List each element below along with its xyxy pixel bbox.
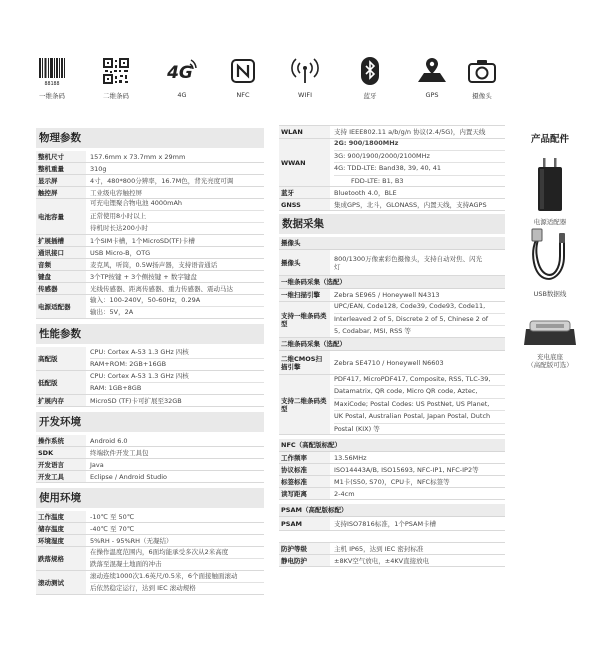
wifi-icon — [275, 55, 335, 87]
barcode-digits: 88188 — [44, 81, 60, 87]
table-row: 支持一维条码类型 UPC/EAN, Code128, Code39, Code93, Code11, Interleaved 2 of 5, Discrete 2 of 5, Chinese 2 of 5, Codabar, MSI, RSS 等 — [279, 302, 505, 338]
subsection-scan-2d: 二维条码采集（选配） — [279, 338, 505, 351]
table-row: 一维扫描引擎 Zebra SE965 / Honeywell N4313 — [279, 289, 505, 302]
power-adapter-icon — [530, 156, 570, 214]
bluetooth-icon — [340, 55, 400, 87]
table-row: 防护等级 主机 IP65，达到 IEC 密封标准 — [279, 543, 505, 555]
table-row: 滚动测试 滚动连续1000次1.6英尺/0.5米，6个面接触面滚动 后依然稳定运行，达到 IEC 滚动规格 — [36, 571, 264, 595]
feature-label: 一维条码 — [39, 92, 65, 100]
table-row: 通讯接口 USB Micro-B，OTG — [36, 247, 264, 259]
usb-cable-icon — [520, 226, 580, 286]
table-row: 整机尺寸 157.6mm x 73.7mm x 29mm — [36, 151, 264, 163]
barcode-1d-icon — [22, 55, 82, 87]
table-row: WWAN 2G: 900/1800MHz 3G: 900/1900/2000/2100MHz 4G: TDD-LTE: Band38, 39, 40, 41 FDD-LTE: B1, B3 — [279, 139, 505, 187]
feature-label: GPS — [425, 91, 439, 99]
feature-nfc — [213, 55, 273, 99]
feature-camera — [452, 55, 512, 100]
table-row: PSAM 支持ISO7816标准，1个PSAM卡槽 — [279, 517, 505, 531]
table-row: 二维CMOS扫描引擎 Zebra SE4710 / Honeywell N6603 — [279, 351, 505, 375]
table-row: 环境湿度 5%RH - 95%RH（无凝结） — [36, 535, 264, 547]
table-row: 整机重量 310g — [36, 163, 264, 175]
spacer-row — [279, 531, 505, 543]
table-row: 键盘 3个TP按键 + 3个侧按键 + 数字键盘 — [36, 271, 264, 283]
section-title-usage: 使用环境 — [36, 488, 264, 508]
table-row: 扩展内存 MicroSD (TF)卡可扩展至32GB — [36, 395, 264, 407]
section-title-capture: 数据采集 — [279, 214, 505, 234]
table-row: 传感器 光线传感器、距离传感器、重力传感器、震动马达 — [36, 283, 264, 295]
table-row: 蓝牙 Bluetooth 4.0，BLE — [279, 187, 505, 199]
svg-text:4G: 4G — [167, 63, 193, 83]
table-row: 工作频率 13.56MHz — [279, 452, 505, 464]
feature-bluetooth — [340, 55, 400, 100]
table-row: 开发工具 Eclipse / Android Studio — [36, 471, 264, 483]
table-row: 音频 麦克风，听筒，0.5W扬声器，支持语音通话 — [36, 259, 264, 271]
feature-icon-bar — [22, 55, 502, 103]
feature-4g — [152, 55, 212, 99]
table-row: 静电防护 ±8KV空气放电，±4KV直接放电 — [279, 555, 505, 567]
subsection-nfc: NFC（高配版标配） — [279, 439, 505, 452]
feature-label: 二维条码 — [103, 92, 129, 100]
middle-spec-column — [279, 125, 505, 567]
usage-table — [36, 511, 264, 595]
accessory-power-adapter: 电源适配器 — [515, 156, 585, 226]
table-row: 标签标准 M1卡(S50, S70)，CPU卡，NFC标签等 — [279, 476, 505, 488]
table-row: 触控屏 工业级电容触控屏 — [36, 187, 264, 199]
development-table — [36, 435, 264, 483]
table-row: 显示屏 4寸，480*800分辨率，16.7M色，背光亮度可调 — [36, 175, 264, 187]
feature-qr-code — [86, 55, 146, 100]
subsection-psam: PSAM（高配版标配） — [279, 504, 505, 517]
4g-icon — [152, 55, 212, 87]
feature-label: 摄像头 — [472, 92, 492, 100]
charging-dock-icon — [520, 315, 580, 349]
qr-code-icon — [86, 55, 146, 87]
feature-label: NFC — [236, 91, 250, 99]
table-row: 电池容量 可充电锂聚合物电池 4000mAh 正常使用8小时以上 待机时长达200小时 — [36, 199, 264, 235]
accessories-title: 产品配件 — [530, 134, 569, 145]
left-spec-column — [36, 125, 264, 595]
nfc-icon — [213, 55, 273, 87]
camera-icon — [452, 55, 512, 87]
protection-table — [279, 543, 505, 567]
accessory-usb-cable: USB数据线 — [515, 226, 585, 298]
feature-label: 蓝牙 — [363, 92, 377, 100]
table-row: 工作温度 -10℃ 至 50℃ — [36, 511, 264, 523]
table-row: GNSS 集成GPS，北斗，GLONASS，内置天线，支持AGPS — [279, 199, 505, 211]
table-row: 摄像头 800/1300万像素彩色摄像头，支持自动对焦、闪光 灯 — [279, 250, 505, 276]
table-row: 操作系统 Android 6.0 — [36, 435, 264, 447]
subsection-camera: 摄像头 — [279, 237, 505, 250]
table-row: SDK 终端软件开发工具包 — [36, 447, 264, 459]
accessory-charging-dock: 充电底座 （高配版可选） — [515, 315, 585, 369]
section-title-development: 开发环境 — [36, 412, 264, 432]
table-row: 跌落规格 在操作温度范围内，6面均能承受多次从2米高度 跌落至混凝土地面的冲击 — [36, 547, 264, 571]
table-row: 扩展插槽 1个SIM卡槽，1个MicroSD(TF)卡槽 — [36, 235, 264, 247]
table-row: 电源适配器 输入：100-240V，50-60Hz，0.29A 输出：5V，2A — [36, 295, 264, 319]
table-row: 支持二维条码类型 PDF417, MicroPDF417, Composite, RSS, TLC-39, Datamatrix, QR code, Micro QR code, Aztec, MaxiCode; Postal Codes: US PostNet, US Planet, UK Postal, Australian Postal, Japan Postal, Dutch Postal (KIX) 等 — [279, 375, 505, 435]
table-row: 读写距离 2-4cm — [279, 488, 505, 500]
section-title-physical: 物理参数 — [36, 128, 264, 148]
feature-barcode-1d — [22, 55, 82, 100]
section-title-performance: 性能参数 — [36, 324, 264, 344]
table-row: 开发语言 Java — [36, 459, 264, 471]
table-row: WLAN 支持 IEEE802.11 a/b/g/n 协议(2.4/5G)，内置天线 — [279, 125, 505, 139]
performance-table — [36, 347, 264, 407]
table-row: 储存温度 -40℃ 至 70℃ — [36, 523, 264, 535]
feature-label: 4G — [177, 91, 187, 99]
physical-table — [36, 151, 264, 319]
network-table — [279, 125, 505, 211]
subsection-scan-1d: 一维条码采集（选配） — [279, 276, 505, 289]
feature-wifi — [275, 55, 335, 99]
table-row: 低配版 CPU: Cortex A-53 1.3 GHz 四核 RAM: 1GB+8GB — [36, 371, 264, 395]
table-row: 高配版 CPU: Cortex A-53 1.3 GHz 四核 RAM+ROM: 2GB+16GB — [36, 347, 264, 371]
table-row: 协议标准 ISO14443A/B, ISO15693, NFC-IP1, NFC-IP2等 — [279, 464, 505, 476]
feature-label: WIFI — [298, 91, 312, 99]
